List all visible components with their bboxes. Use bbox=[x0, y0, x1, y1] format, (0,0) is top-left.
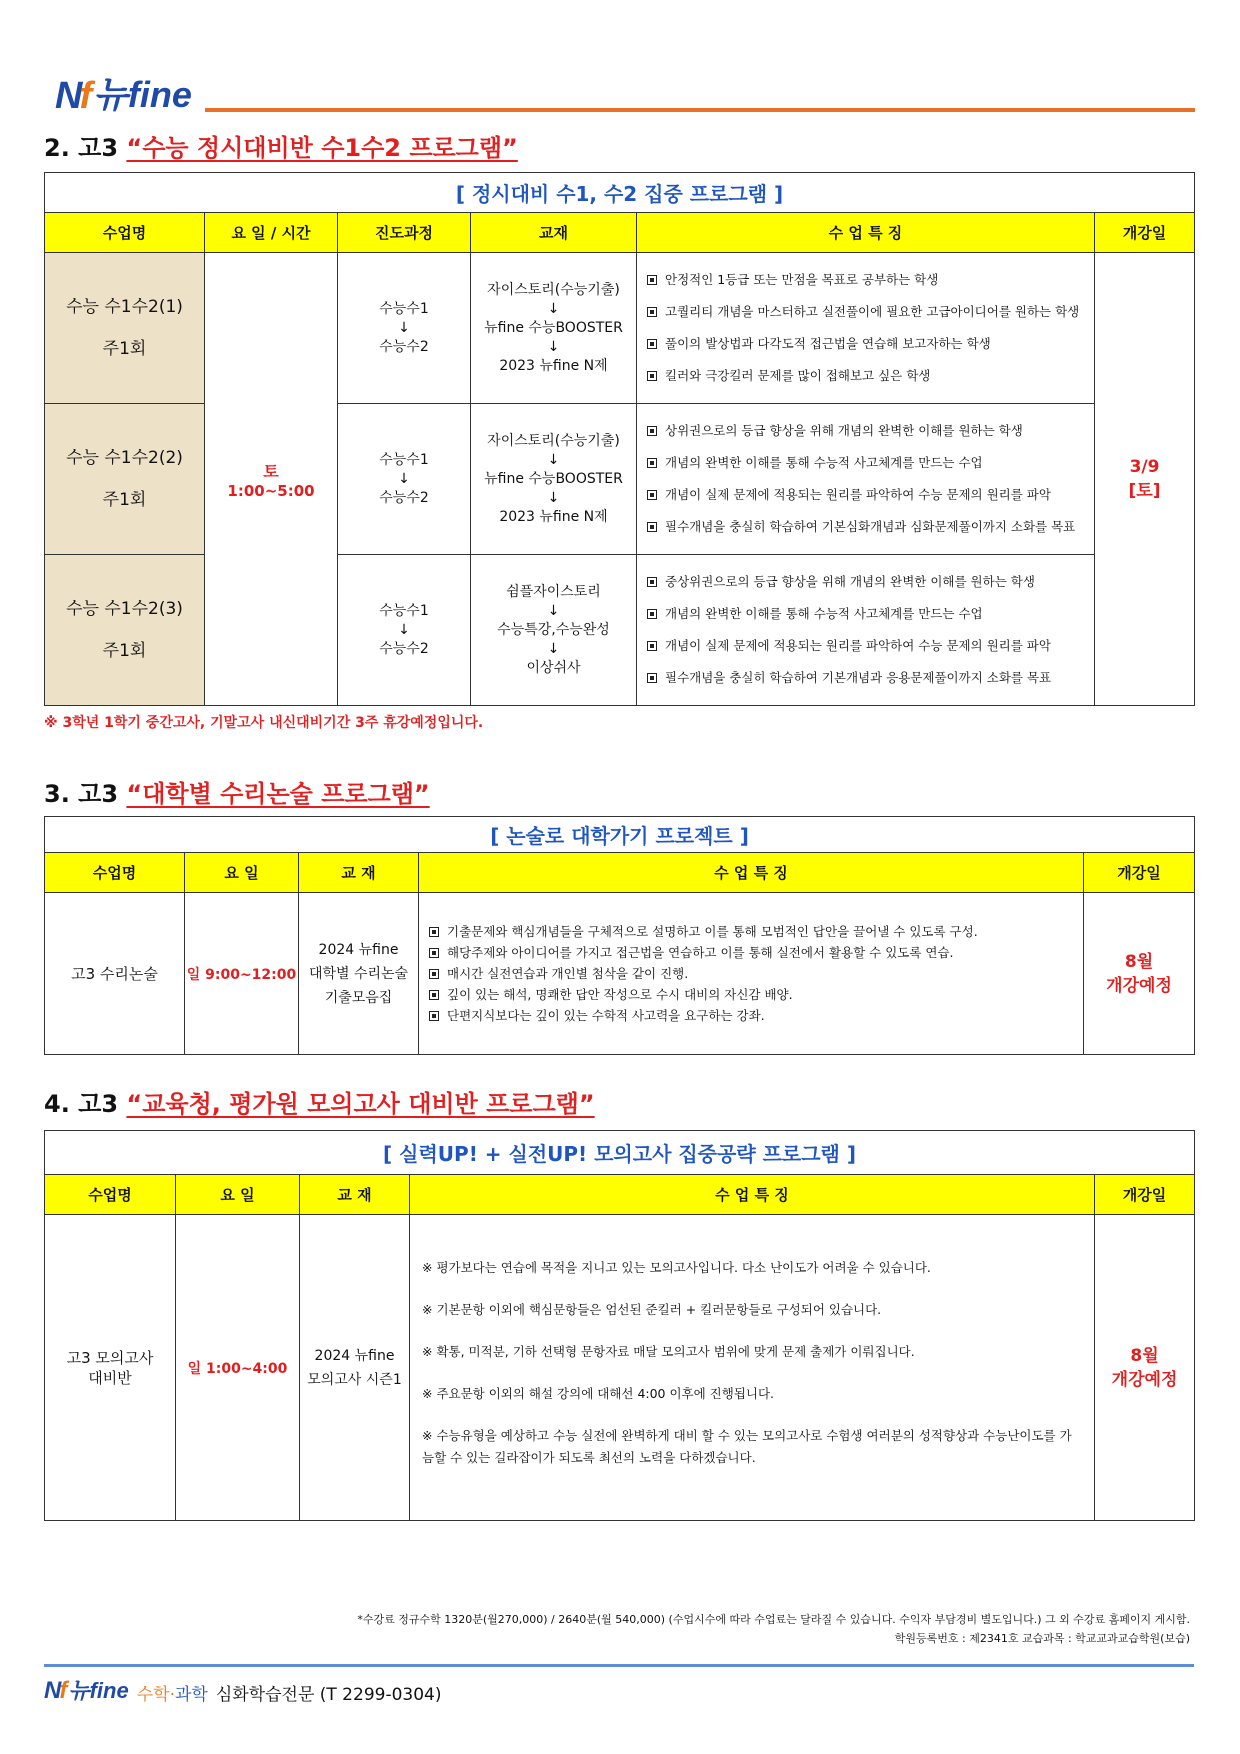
col-header: 요 일 / 시간 bbox=[205, 213, 338, 253]
col-header: 개강일 bbox=[1095, 1175, 1195, 1215]
schedule-cell: 토 1:00~5:00 bbox=[205, 253, 338, 706]
section2-caption: [ 정시대비 수1, 수2 집중 프로그램 ] bbox=[45, 173, 1195, 213]
section4-title: 4. 고3 “교육청, 평가원 모의고사 대비반 프로그램” bbox=[44, 1090, 595, 1118]
col-header: 교 재 bbox=[299, 853, 419, 893]
section4-caption: [ 실력UP! + 실전UP! 모의고사 집중공략 프로그램 ] bbox=[45, 1131, 1195, 1175]
checkbox-bullet-icon bbox=[647, 673, 657, 683]
footer-logo-mark: Nf bbox=[44, 1677, 66, 1704]
checkbox-bullet-icon bbox=[647, 458, 657, 468]
checkbox-bullet-icon bbox=[647, 339, 657, 349]
fee-notice: *수강료 정규수학 1320분(월270,000) / 2640분(월 540,000) (수업시수에 따라 수업료는 달라질 수 있습니다. 수익자 부담경비 별도입니다.) 그 외 수강료 홈페이지 게시함. 학원등록번호 : 제2341호 교습과목 : 학교교과교습학원(보습) bbox=[357, 1613, 1190, 1645]
checkbox-bullet-icon bbox=[647, 371, 657, 381]
footer-rule bbox=[44, 1664, 1194, 1667]
class-name-cell: 고3 모의고사 대비반 bbox=[45, 1215, 176, 1521]
col-header: 요 일 bbox=[185, 853, 299, 893]
logo-text: 뉴fine bbox=[93, 74, 192, 115]
col-header: 개강일 bbox=[1095, 213, 1195, 253]
col-header: 수 업 특 징 bbox=[410, 1175, 1095, 1215]
checkbox-bullet-icon bbox=[429, 969, 439, 979]
header-rule bbox=[205, 108, 1195, 112]
open-date-cell: 8월 개강예정 bbox=[1084, 893, 1195, 1055]
class-name-cell: 수능 수1수2(1) 주1회 bbox=[45, 253, 205, 404]
section2-title: 2. 고3 “수능 정시대비반 수1수2 프로그램” bbox=[44, 134, 518, 162]
col-header: 진도과정 bbox=[338, 213, 471, 253]
footer-tagline: 심화학습전문 (T 2299-0304) bbox=[215, 1685, 442, 1705]
features-cell: 기출문제와 핵심개념들을 구체적으로 설명하고 이를 통해 모범적인 답안을 끌어낼 수 있도록 구성. 해당주제와 아이디어를 가지고 접근법을 연습하고 이를 통해 실전에서 활용할 수 있도록 연습. 매시간 실전연습과 개인별 첨삭을 같이 진행. 깊이 있는 해석, 명쾌한 답안 작성으로 수시 대비의 자신감 배양. 단편지식보다는 깊이 있는 수학적 사고력을 요구하는 강좌. bbox=[419, 893, 1084, 1055]
textbook-cell: 쉼플자이스토리 ↓ 수능특강,수능완성 ↓ 이상쉬사 bbox=[471, 555, 637, 706]
open-date-cell: 3/9 [토] bbox=[1095, 253, 1195, 706]
checkbox-bullet-icon bbox=[647, 307, 657, 317]
checkbox-bullet-icon bbox=[429, 948, 439, 958]
table-row bbox=[45, 893, 1195, 1055]
section4-table bbox=[44, 1130, 1195, 1521]
checkbox-bullet-icon bbox=[647, 275, 657, 285]
col-header: 수업명 bbox=[45, 213, 205, 253]
section2-note: ※ 3학년 1학기 중간고사, 기말고사 내신대비기간 3주 휴강예정입니다. bbox=[44, 715, 484, 731]
section2-table bbox=[44, 172, 1195, 706]
footer-subject-math: 수학· bbox=[136, 1685, 175, 1705]
progress-cell: 수능수1 ↓ 수능수2 bbox=[338, 555, 471, 706]
textbook-cell: 자이스토리(수능기출) ↓ 뉴fine 수능BOOSTER ↓ 2023 뉴fine N제 bbox=[471, 404, 637, 555]
schedule-cell: 일 9:00~12:00 bbox=[185, 893, 299, 1055]
schedule-cell: 일 1:00~4:00 bbox=[176, 1215, 300, 1521]
col-header: 교 재 bbox=[300, 1175, 410, 1215]
class-name-cell: 수능 수1수2(3) 주1회 bbox=[45, 555, 205, 706]
footer-logo-text: 뉴fine bbox=[68, 1678, 129, 1703]
progress-cell: 수능수1 ↓ 수능수2 bbox=[338, 253, 471, 404]
checkbox-bullet-icon bbox=[647, 490, 657, 500]
col-header: 수업명 bbox=[45, 853, 185, 893]
progress-cell: 수능수1 ↓ 수능수2 bbox=[338, 404, 471, 555]
open-date-cell: 8월 개강예정 bbox=[1095, 1215, 1195, 1521]
class-name-cell: 수능 수1수2(2) 주1회 bbox=[45, 404, 205, 555]
brand-logo bbox=[55, 62, 192, 118]
features-cell: 상위권으로의 등급 향상을 위해 개념의 완벽한 이해를 원하는 학생 개념의 완벽한 이해를 통해 수능적 사고체계를 만드는 수업 개념이 실제 문제에 적용되는 원리를 파악하여 수능 문제의 원리를 파악 필수개념을 충실히 학습하여 기본심화개념과 심화문제풀이까지 소화를 목표 bbox=[637, 404, 1095, 555]
footer-subject-science: 과학 bbox=[174, 1685, 208, 1705]
page-header bbox=[55, 62, 1195, 118]
section3-table bbox=[44, 816, 1195, 1055]
section3-title: 3. 고3 “대학별 수리논술 프로그램” bbox=[44, 780, 430, 808]
col-header: 수 업 특 징 bbox=[419, 853, 1084, 893]
col-header: 개강일 bbox=[1084, 853, 1195, 893]
col-header: 교재 bbox=[471, 213, 637, 253]
features-cell: 안정적인 1등급 또는 만점을 목표로 공부하는 학생 고퀄리티 개념을 마스터하고 실전풀이에 필요한 고급아이디어를 원하는 학생 풀이의 발상법과 다각도적 접근법을 연습해 보고자하는 학생 킬러와 극강킬러 문제를 많이 접해보고 싶은 학생 bbox=[637, 253, 1095, 404]
class-name-cell: 고3 수리논술 bbox=[45, 893, 185, 1055]
table-row bbox=[45, 1215, 1195, 1521]
col-header: 요 일 bbox=[176, 1175, 300, 1215]
col-header: 수 업 특 징 bbox=[637, 213, 1095, 253]
table-row bbox=[45, 253, 1195, 404]
textbook-cell: 2024 뉴fine 대학별 수리논술 기출모음집 bbox=[299, 893, 419, 1055]
checkbox-bullet-icon bbox=[429, 990, 439, 1000]
checkbox-bullet-icon bbox=[647, 609, 657, 619]
checkbox-bullet-icon bbox=[429, 927, 439, 937]
checkbox-bullet-icon bbox=[647, 641, 657, 651]
checkbox-bullet-icon bbox=[647, 426, 657, 436]
checkbox-bullet-icon bbox=[647, 522, 657, 532]
features-cell: ※ 평가보다는 연습에 목적을 지니고 있는 모의고사입니다. 다소 난이도가 어려울 수 있습니다. ※ 기본문항 이외에 핵심문항들은 엄선된 준킬러 + 킬러문항들로 구성되어 있습니다. ※ 확통, 미적분, 기하 선택형 문항자료 매달 모의고사 범위에 맞게 문제 출제가 이뤄집니다. ※ 주요문항 이외의 해설 강의에 대해선 4:00 이후에 진행됩니다. ※ 수능유형을 예상하고 수능 실전에 완벽하게 대비 할 수 있는 모의고사로 수험생 여러분의 성적향상과 수능난이도를 가늠할 수 있는 길라잡이가 되도록 최선의 노력을 다하겠습니다. bbox=[410, 1215, 1095, 1521]
textbook-cell: 자이스토리(수능기출) ↓ 뉴fine 수능BOOSTER ↓ 2023 뉴fine N제 bbox=[471, 253, 637, 404]
section3-caption: [ 논술로 대학가기 프로젝트 ] bbox=[45, 817, 1195, 853]
textbook-cell: 2024 뉴fine 모의고사 시즌1 bbox=[300, 1215, 410, 1521]
col-header: 수업명 bbox=[45, 1175, 176, 1215]
features-cell: 중상위권으로의 등급 향상을 위해 개념의 완벽한 이해를 원하는 학생 개념의 완벽한 이해를 통해 수능적 사고체계를 만드는 수업 개념이 실제 문제에 적용되는 원리를 파악하여 수능 문제의 원리를 파악 필수개념을 충실히 학습하여 기본개념과 응용문제풀이까지 소화를 목표 bbox=[637, 555, 1095, 706]
logo-mark: Nf bbox=[55, 75, 90, 117]
checkbox-bullet-icon bbox=[429, 1011, 439, 1021]
checkbox-bullet-icon bbox=[647, 577, 657, 587]
